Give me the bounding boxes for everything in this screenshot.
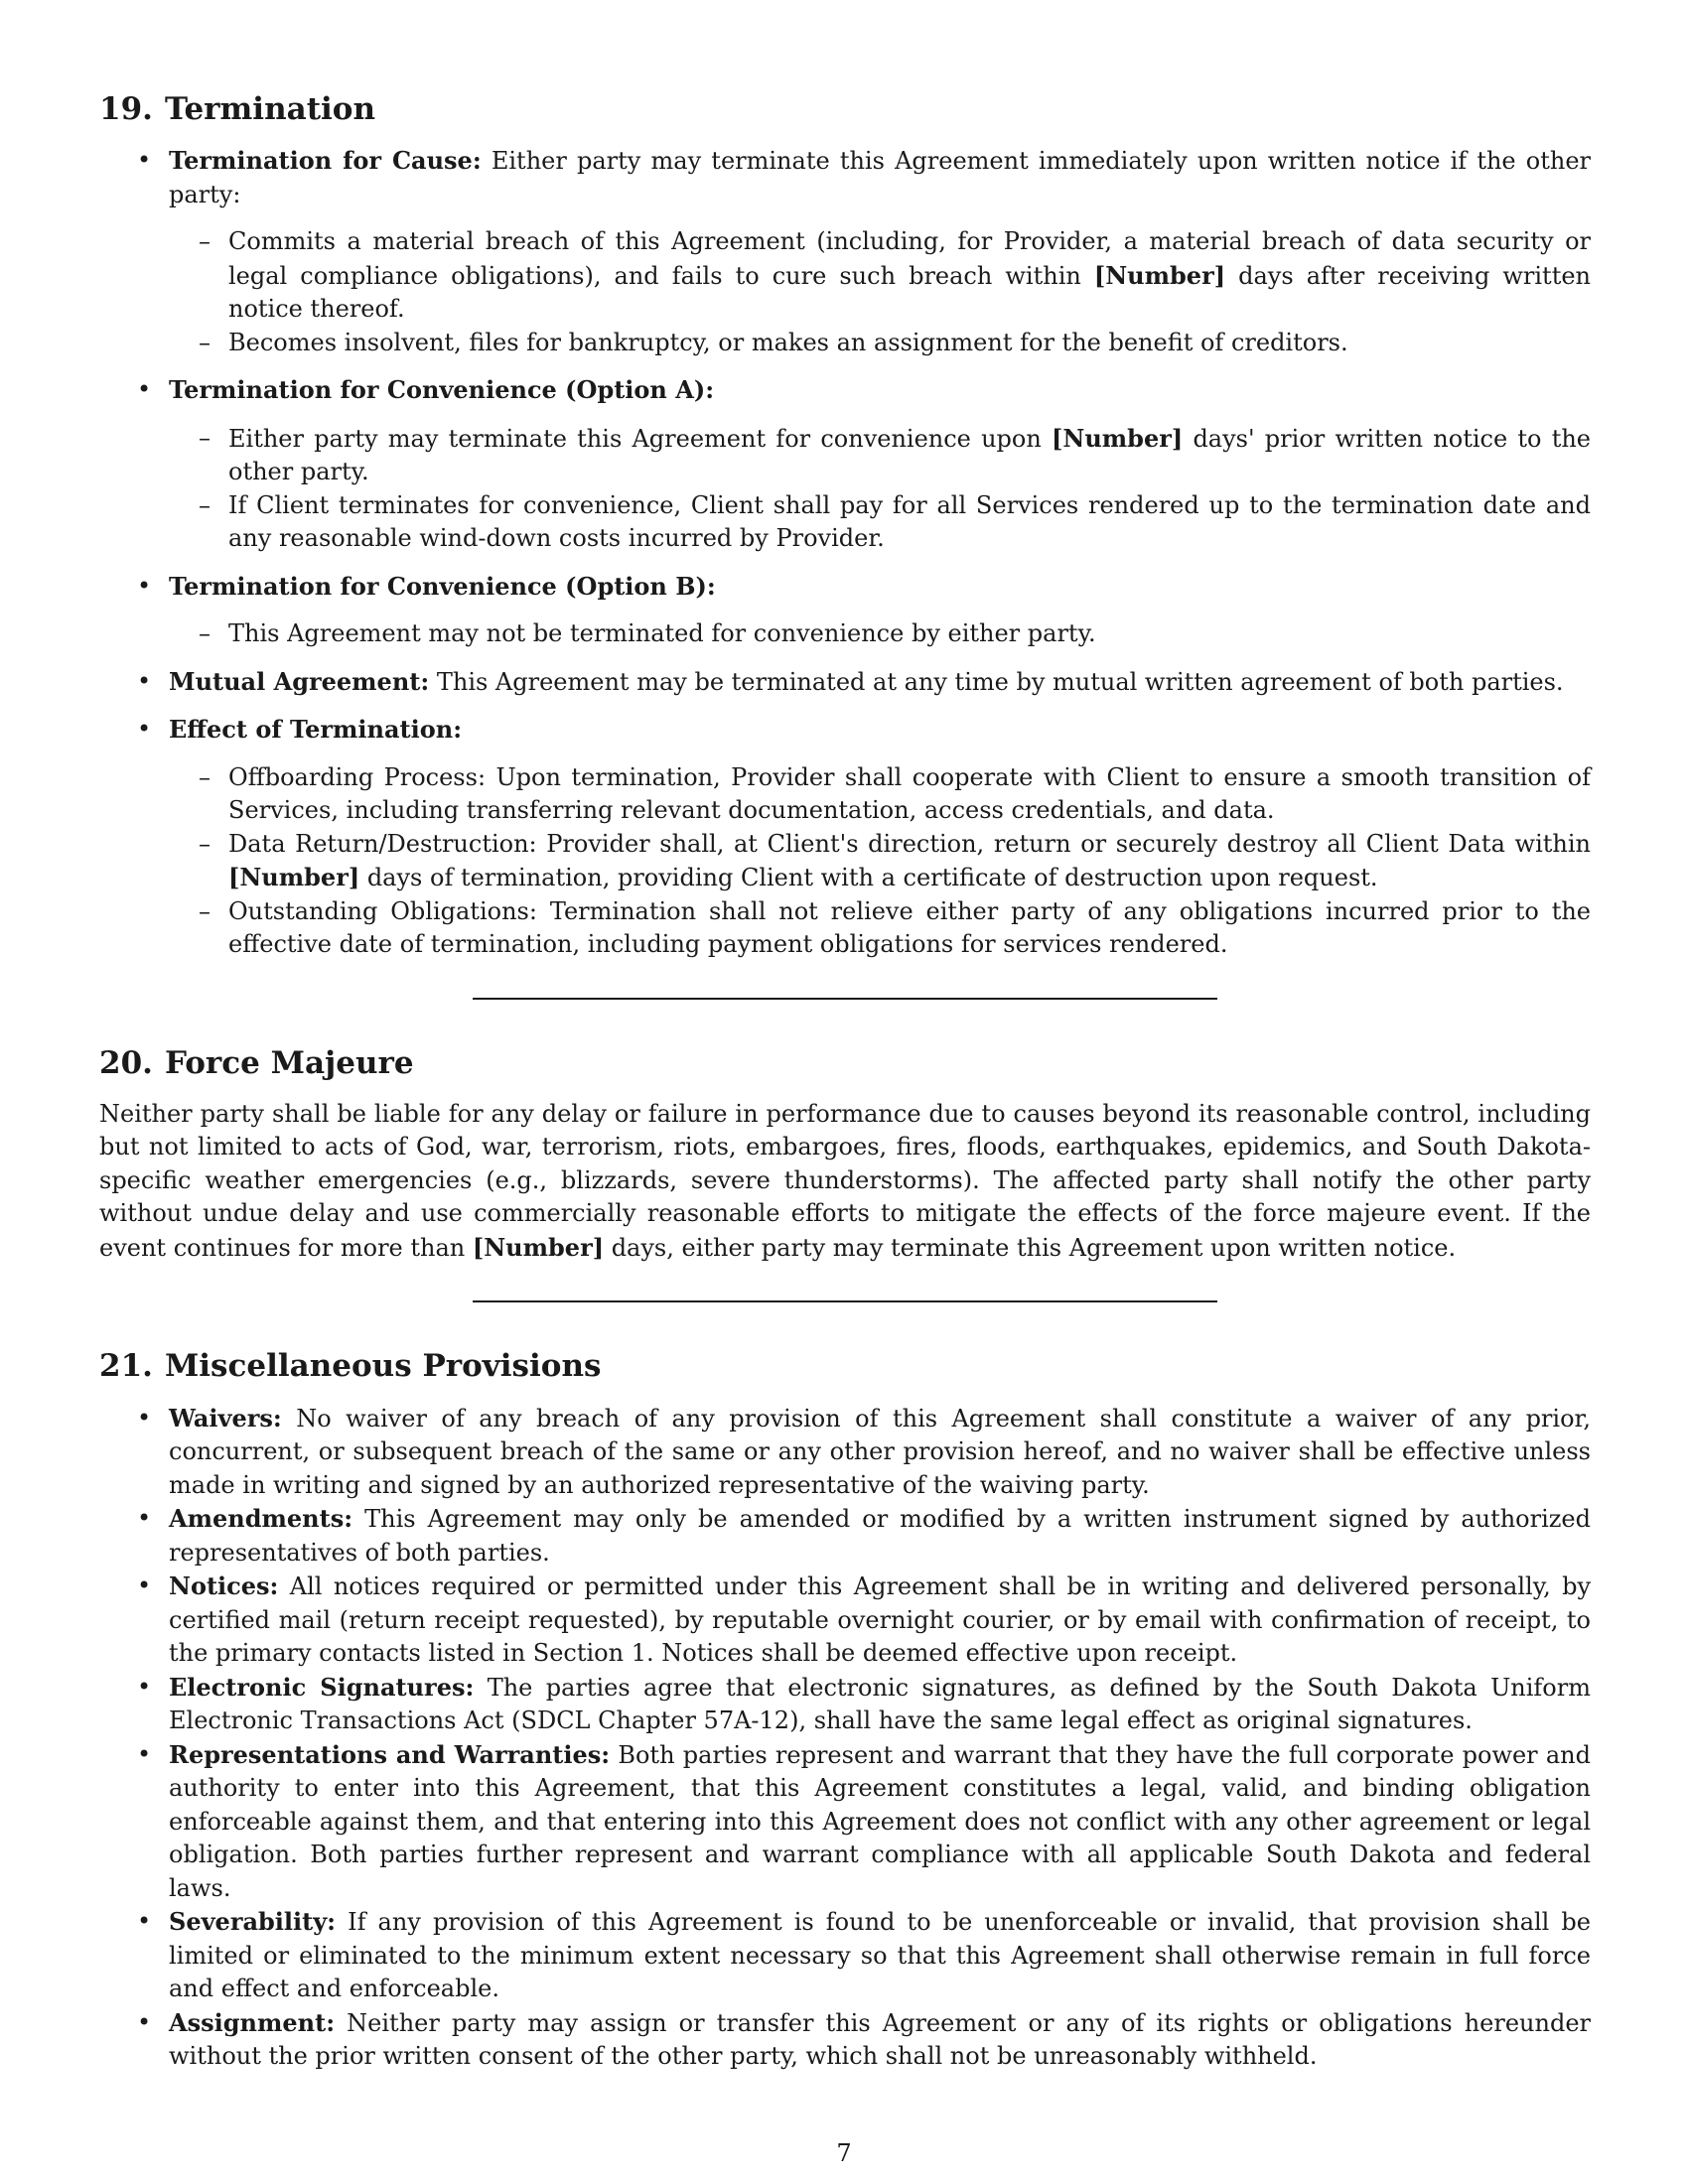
list-item: • Electronic Signatures: The parties agree that electronic signatures, as defined by the South Dakota Uniform Electronic Transactions Act (SDCL Chapter 57A-12), shall have the same legal effect as original signatures.	[99, 1671, 1591, 1738]
sub-list	[169, 761, 1591, 962]
sub-list-item: – Becomes insolvent, files for bankruptcy, or makes an assignment for the benefit of creditors.	[169, 327, 1591, 360]
section-heading: 19. Termination	[99, 91, 376, 127]
section-miscellaneous	[99, 1348, 1591, 2073]
page-number: 7	[836, 2139, 852, 2167]
list-item: • Effect of Termination: – Offboarding Process: Upon termination, Provider shall cooperate with Client to ensure a smooth transition of Services, including transferring relevant documentation, access credentials, and data. – Data Return/Destruction: Provider shall, at Client's direction, return or securely destroy all Client Data within [Number] days of termination, providing Client with a certificate of destruction upon request. – Outstanding Obligations: Termination shall not relieve either party of any obligations incurred prior to the effective date of termination, including payment obligations for services rendered.	[99, 713, 1591, 962]
list-item: • Termination for Convenience (Option A): – Either party may terminate this Agreement for convenience upon [Number] days' prior written notice to the other party. – If Client terminates for convenience, Client shall pay for all Services rendered up to the termination date and any reasonable wind-down costs incurred by Provider.	[99, 373, 1591, 556]
sub-list	[169, 225, 1591, 359]
list-item: • Waivers: No waiver of any breach of any provision of this Agreement shall constitute a waiver of any prior, concurrent, or subsequent breach of the same or any other provision hereof, and no waiver shall be effective unless made in writing and signed by an authorized representative of the waiving party.	[99, 1402, 1591, 1503]
termination-list	[99, 144, 1591, 962]
force-majeure-paragraph: Neither party shall be liable for any delay or failure in performance due to causes beyond its reasonable control, including but not limited to acts of God, war, terrorism, riots, embargoes, fires, floods, earthquakes, epidemics, and South Dakota-specific weather emergencies (e.g., blizzards, severe thunderstorms). The affected party shall notify the other party without undue delay and use commercially reasonable efforts to mitigate the effects of the force majeure event. If the event continues for more than [Number] days, either party may terminate this Agreement upon written notice.	[99, 1099, 1591, 1262]
section-force-majeure	[99, 1045, 1591, 1266]
list-item: • Termination for Cause: Either party may terminate this Agreement immediately upon written notice if the other party: – Commits a material breach of this Agreement (including, for Provider, a material breach of data security or legal compliance obligations), and fails to cure such breach within [Number] days after receiving written notice thereof. – Becomes insolvent, files for bankruptcy, or makes an assignment for the benefit of creditors.	[99, 144, 1591, 359]
list-item: • Severability: If any provision of this Agreement is found to be unenforceable or invalid, that provision shall be limited or eliminated to the minimum extent necessary so that this Agreement shall otherwise remain in full force and effect and enforceable.	[99, 1905, 1591, 2006]
section-divider	[473, 998, 1217, 1000]
sub-list-item: – Either party may terminate this Agreement for convenience upon [Number] days' prior written notice to the other party.	[169, 422, 1591, 489]
section-heading: 20. Force Majeure	[99, 1044, 414, 1081]
list-item: • Assignment: Neither party may assign or transfer this Agreement or any of its rights or obligations hereunder without the prior written consent of the other party, which shall not be unreasonably withheld.	[99, 2006, 1591, 2074]
sub-list	[169, 617, 1591, 651]
sub-list-item: – Data Return/Destruction: Provider shall, at Client's direction, return or securely destroy all Client Data within [Number] days of termination, providing Client with a certificate of destruction upon request.	[169, 828, 1591, 895]
sub-list-item: – Commits a material breach of this Agreement (including, for Provider, a material breach of data security or legal compliance obligations), and fails to cure such breach within [Number] days after receiving written notice thereof.	[169, 225, 1591, 327]
sub-list	[169, 422, 1591, 556]
sub-list-item: – Offboarding Process: Upon termination, Provider shall cooperate with Client to ensure a smooth transition of Services, including transferring relevant documentation, access credentials, and data.	[169, 761, 1591, 828]
miscellaneous-list	[99, 1402, 1591, 2074]
list-item: • Mutual Agreement: This Agreement may be terminated at any time by mutual written agreement of both parties.	[99, 665, 1591, 700]
list-item: • Termination for Convenience (Option B): – This Agreement may not be terminated for convenience by either party.	[99, 570, 1591, 651]
list-item: • Notices: All notices required or permitted under this Agreement shall be in writing and delivered personally, by certified mail (return receipt requested), by reputable overnight courier, or by email with confirmation of receipt, to the primary contacts listed in Section 1. Notices shall be deemed effective upon receipt.	[99, 1570, 1591, 1671]
section-divider	[473, 1300, 1217, 1302]
document-page	[99, 91, 1591, 2074]
sub-list-item: – This Agreement may not be terminated for convenience by either party.	[169, 617, 1591, 651]
sub-list-item: – Outstanding Obligations: Termination shall not relieve either party of any obligations incurred prior to the effective date of termination, including payment obligations for services rendered.	[169, 895, 1591, 962]
section-termination	[99, 91, 1591, 962]
sub-list-item: – If Client terminates for convenience, Client shall pay for all Services rendered up to the termination date and any reasonable wind-down costs incurred by Provider.	[169, 489, 1591, 556]
list-item: • Amendments: This Agreement may only be amended or modified by a written instrument signed by authorized representatives of both parties.	[99, 1502, 1591, 1570]
section-heading: 21. Miscellaneous Provisions	[99, 1348, 602, 1385]
list-item: • Representations and Warranties: Both parties represent and warrant that they have the full corporate power and authority to enter into this Agreement, that this Agreement constitutes a legal, valid, and binding obligation enforceable against them, and that entering into this Agreement does not conflict with any other agreement or legal obligation. Both parties further represent and warrant compliance with all applicable South Dakota and federal laws.	[99, 1738, 1591, 1906]
